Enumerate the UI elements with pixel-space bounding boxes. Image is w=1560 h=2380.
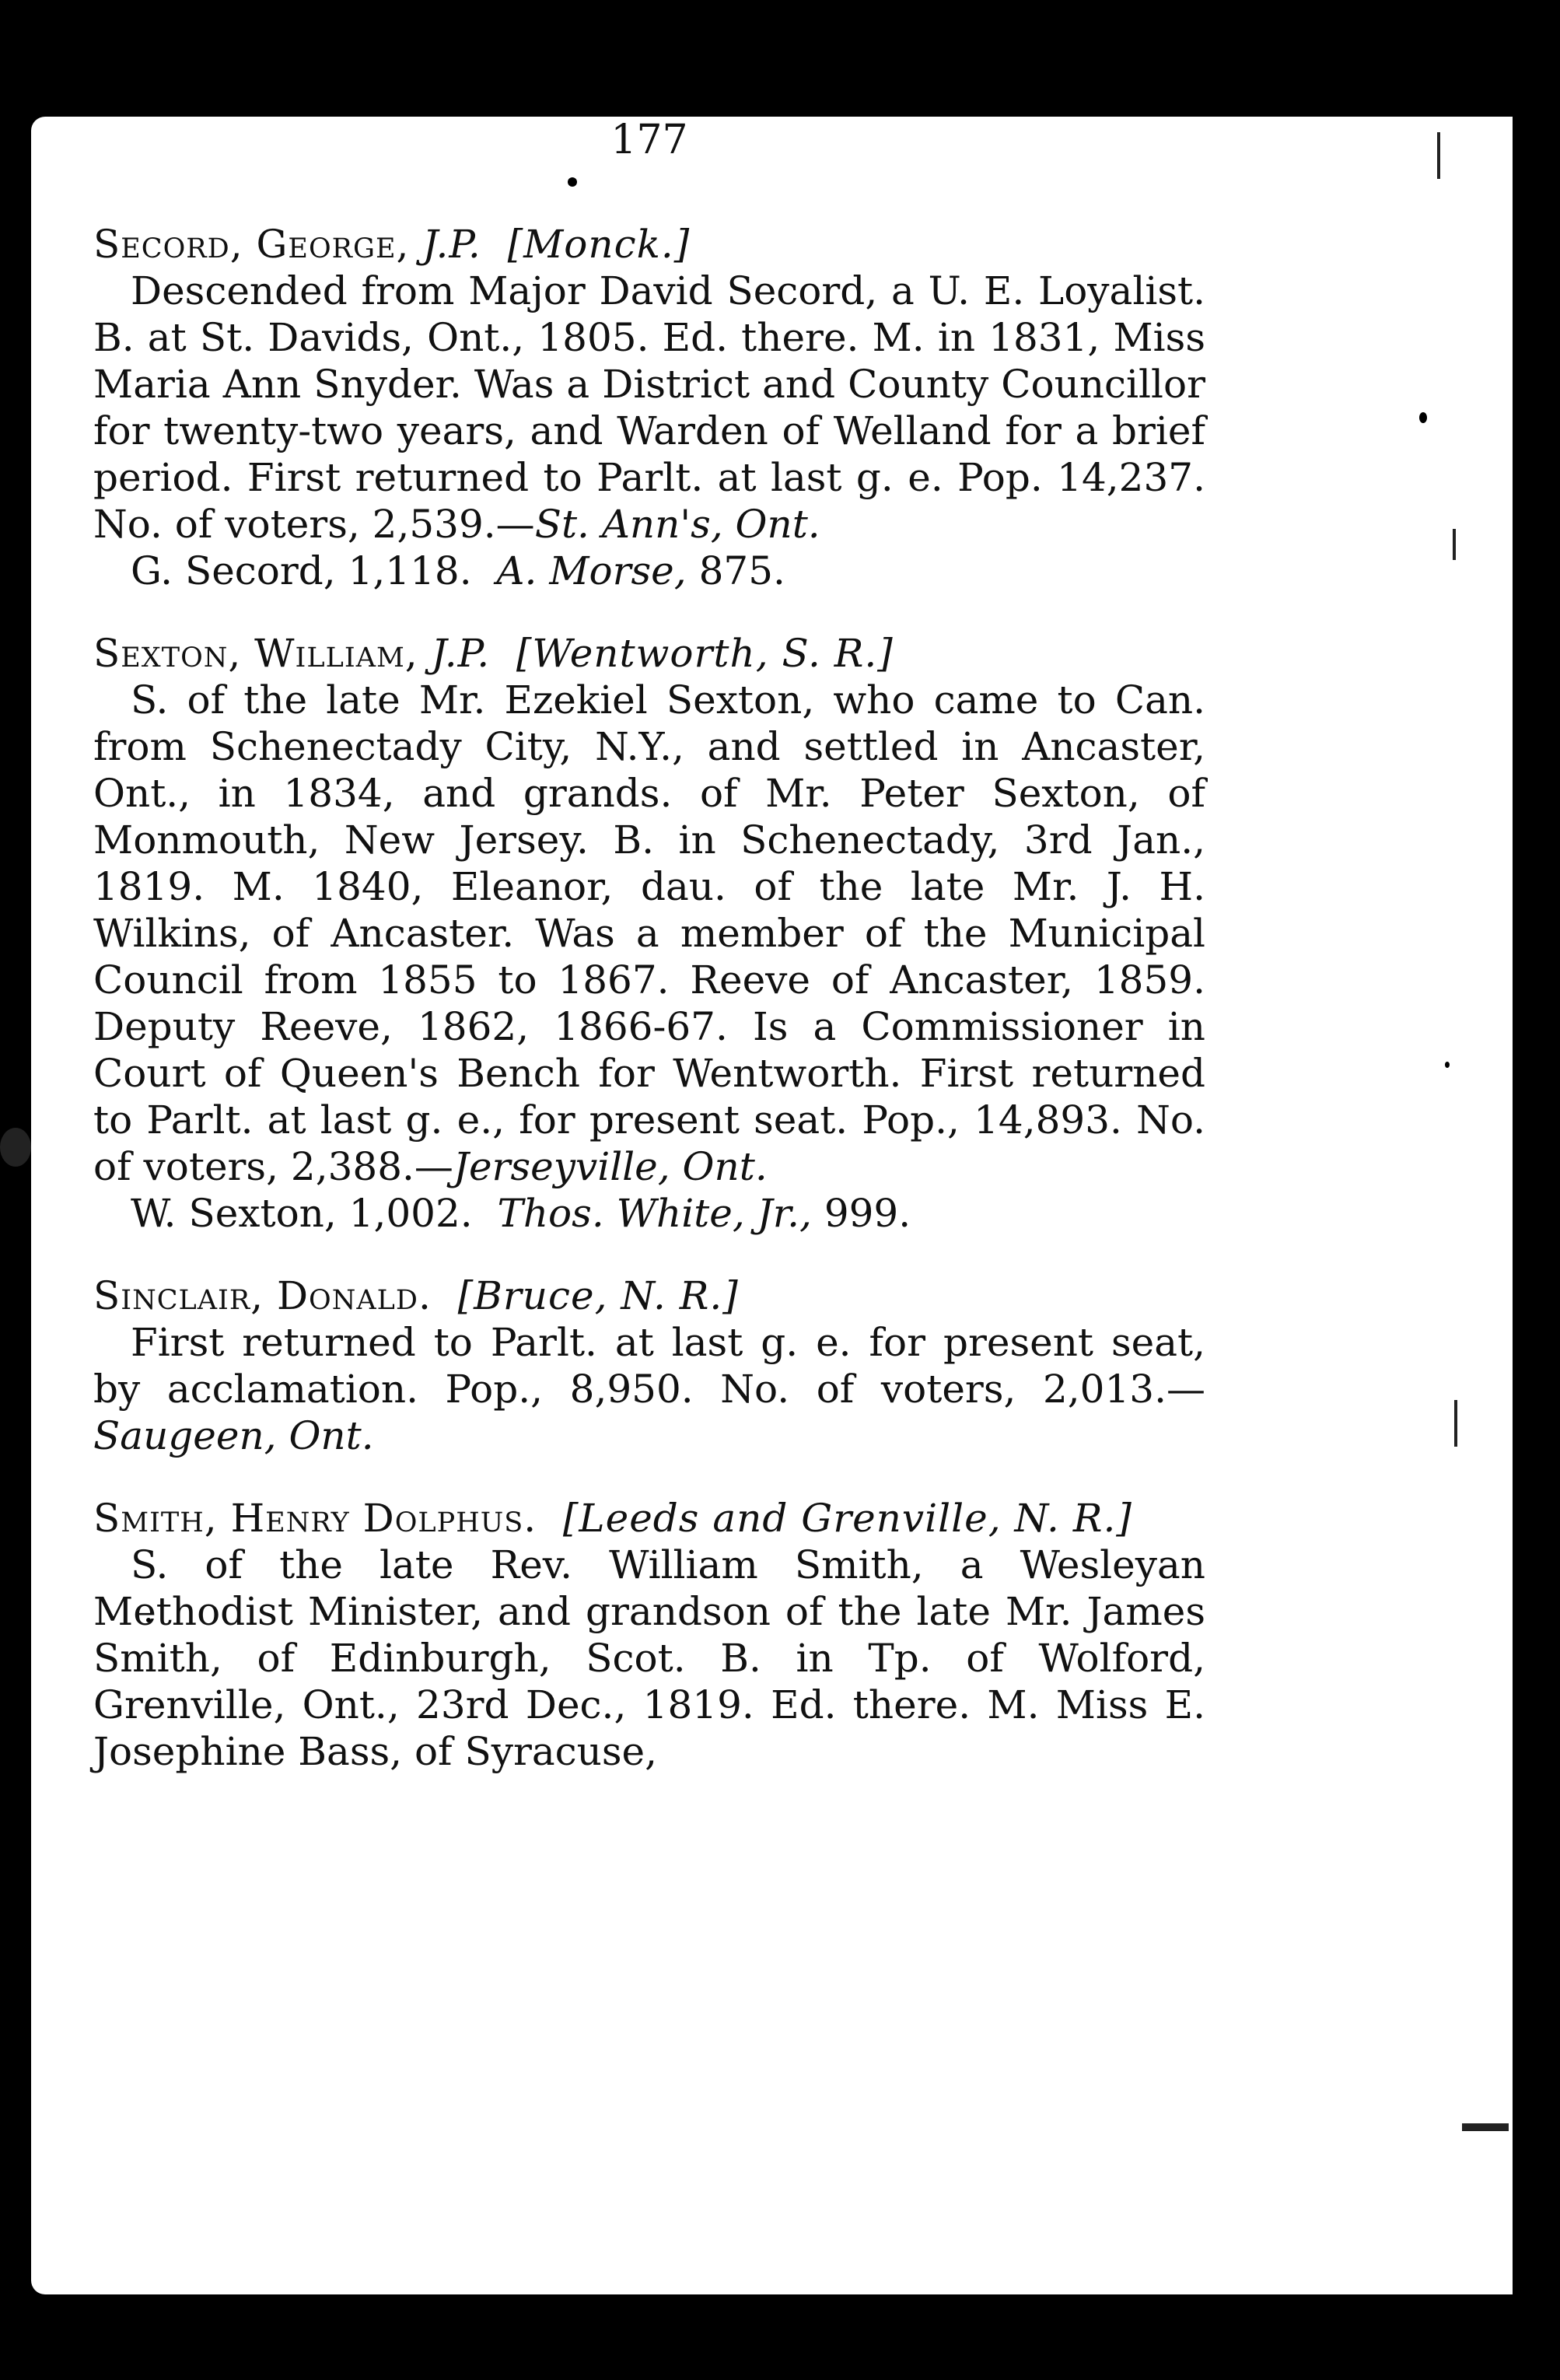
- entry-name: Secord, George,: [93, 222, 410, 267]
- scan-speck: [1445, 1062, 1450, 1068]
- entry-body: [93, 268, 1205, 548]
- entry-text: First returned to Parlt. at last g. e. for present seat, by acclamation. Pop., 8,950. No. of voters, 2,013.—: [93, 1320, 1205, 1412]
- entry-heading: [93, 1495, 1205, 1542]
- entry-heading: [93, 1272, 1205, 1319]
- result-loser: A. Morse,: [496, 548, 687, 593]
- page-number: 177: [610, 117, 688, 163]
- result-loser: Thos. White, Jr.,: [497, 1191, 812, 1236]
- entry-riding: [Leeds and Grenville, N. R.]: [562, 1496, 1132, 1541]
- page-edge-mark: [0, 1128, 31, 1167]
- entry-secord: [93, 221, 1205, 594]
- entry-body: [93, 1319, 1205, 1459]
- entry-body: [93, 677, 1205, 1190]
- entry-smith: [93, 1495, 1205, 1775]
- entry-title: J.P.: [422, 222, 481, 267]
- election-result: [93, 548, 1205, 594]
- election-result: [93, 1190, 1205, 1237]
- page-text: [93, 117, 1205, 1811]
- entry-name: Sinclair, Donald.: [93, 1273, 432, 1318]
- result-loser-votes: 999.: [824, 1191, 911, 1236]
- entry-text: Descended from Major David Secord, a U. E. Loyalist. B. at St. Davids, Ont., 1805. Ed. there. M. in 1831, Miss Maria Ann Snyder. Was a District and County Councillor for twenty-two years, and Warden of Welland for a brief period. First returned to Parlt. at last g. e. Pop. 14,237. No. of voters, 2,539.—: [93, 268, 1205, 547]
- entry-riding: [Monck.]: [507, 222, 691, 267]
- entry-riding: [Wentworth, S. R.]: [516, 631, 894, 676]
- entry-text: S. of the late Rev. William Smith, a Wesleyan Methodist Minister, and grandson of the late Mr. James Smith, of Edinburgh, Scot. B. in Tp. of Wolford, Grenville, Ont., 23rd Dec., 1819. Ed. there. M. Miss E. Josephine Bass, of Syracuse,: [93, 1542, 1205, 1774]
- result-loser-votes: 875.: [698, 548, 785, 593]
- entry-text: S. of the late Mr. Ezekiel Sexton, who came to Can. from Schenectady City, N.Y., and settled in Ancaster, Ont., in 1834, and grands. of Mr. Peter Sexton, of Monmouth, New Jersey. B. in Schenectady, 3rd Jan., 1819. M. 1840, Eleanor, dau. of the late Mr. J. H. Wilkins, of Ancaster. Was a member of the Municipal Council from 1855 to 1867. Reeve of Ancaster, 1859. Deputy Reeve, 1862, 1866-67. Is a Commissioner in Court of Queen's Bench for Wentworth. First returned to Parlt. at last g. e., for present seat. Pop., 14,893. No. of voters, 2,388.—: [93, 677, 1205, 1189]
- entry-sexton: [93, 630, 1205, 1237]
- entry-name: Sexton, William,: [93, 631, 418, 676]
- entry-body: [93, 1542, 1205, 1775]
- scan-speck: [1419, 412, 1427, 423]
- entry-heading: [93, 630, 1205, 677]
- page-edge-mark: [1453, 529, 1456, 560]
- page-edge-mark: [1454, 1400, 1457, 1447]
- result-winner: G. Secord, 1,118.: [131, 548, 472, 593]
- result-winner: W. Sexton, 1,002.: [131, 1191, 473, 1236]
- entry-residence: Jerseyville, Ont.: [453, 1144, 768, 1189]
- entry-riding: [Bruce, N. R.]: [457, 1273, 739, 1318]
- entry-name: Smith, Henry Dolphus.: [93, 1496, 537, 1541]
- entry-title: J.P.: [431, 631, 491, 676]
- entry-residence: St. Ann's, Ont.: [534, 502, 820, 547]
- entry-residence: Saugeen, Ont.: [93, 1413, 374, 1458]
- page-edge-mark: [1437, 132, 1440, 179]
- entry-heading: [93, 221, 1205, 268]
- page-edge-mark: [1462, 2123, 1509, 2131]
- entry-sinclair: [93, 1272, 1205, 1459]
